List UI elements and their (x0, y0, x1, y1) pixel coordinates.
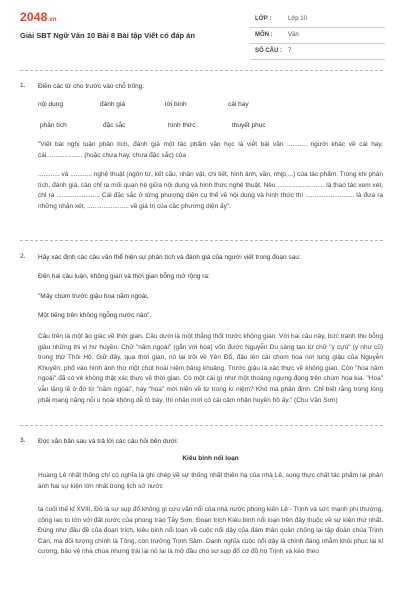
word-option: cái hay (228, 101, 249, 108)
question-3-prompt: Đọc văn bản sau và trả lời các câu hỏi bên dưới: (38, 438, 179, 445)
meta-row-subject (250, 28, 385, 44)
question-2-verse-1: "Mấy chùm trước giậu hoa năm ngoái, (38, 293, 149, 300)
passage-title: Kiêu binh nổi loạn (182, 455, 239, 462)
word-option: thuyết phục (232, 122, 266, 129)
word-option: nội dung (38, 101, 63, 108)
word-option: phân tích (40, 122, 67, 129)
question-divider (20, 240, 383, 241)
logo-text: 2048 (20, 10, 48, 24)
header-divider (20, 70, 383, 71)
meta-table (250, 12, 385, 60)
question-2-paragraph: Câu trên là một ảo giác về thời gian. Câu dưới là một thắng thốt trước không gian. Với hai câu này, bức tranh thu bỗng giàu những thi vị hư huyền. Chữ "năm ngoái" (gắn với hoa) vốn được Nguyễn Du sáng tạo từ chữ "y cựu" (y như cũ) trong thơ Thôi Hộ. Giữ đây, qua thời gian, nó lại trôi về Yên Đổ, đậu lên cái chùm hoa nơi lung giậu của Nguyễn Khuyến; phổ vào hình ảnh thơ một chút hoài niệm bâng khuâng. Trước giậu là xác thực về không gian. Còn "hoa năm ngoái" đã có vẻ không thật xác thực về thời gian. Có một cái gì như một thoáng ngưng đọng trên chùm hoa kia. "Hoa" vẫn lặng lẽ ở đó từ "năm ngoái", hay "hoa" mới hiện về từ trong kí niệm? Khó mà phân định. Chỉ biết rằng trong lòng phải mang nặng nỗi u hoài không dễ tỏ bày, thì nhãn mới có cái cảm nhận huyền hồ ấy." (Chu Văn Sơn) (38, 333, 383, 404)
meta-row-count (250, 44, 385, 60)
meta-row-class (250, 12, 385, 28)
logo-suffix: .vn (47, 17, 57, 23)
question-2-prompt: Hãy xác định các câu văn thể hiện sự phân tích và đánh giá của người viết trong đoạn sau: (38, 254, 301, 261)
question-3-paragraph-2: ta cuối thế kỉ XVIII. Đó là sự sụp đổ không gì cứu vãn nổi của nhà nước phong kiến Lê - Trịnh và sức mạnh phi thường, công lao to lớn với đất nước của phong trào Tây Sơn. Đoạn trích Kiêu binh nổi loạn trên đây thuộc về sự kiện thứ nhất. Đúng như đầu đề của đoạn trích, kiêu binh nổi loạn về cuộc nổi dậy của đám thân quân chống lại tập đoàn chúa Trịnh Cán, mà đối tượng chính là Tông, con trưởng Trịnh Sâm. Danh nghĩa cuộc nổi dậy là chính đáng nhằm khôi phục lại kỉ cương, bảo vệ nhà chúa nhưng trái lại nó lại là mở đầu cho sự sụp đổ cơ đồ họ Trịnh và kéo theo (38, 506, 383, 556)
question-1-prompt: Điền các từ cho trước vào chỗ trống: (38, 83, 145, 90)
question-1-paragraph-1: "Viết bài nghị luận phân tích, đánh giá một tác phẩm văn học là viết bài văn ........... người khác về cái hay, cái.................... (hoặc chưa hay, chưa đặc sắc) của (38, 141, 383, 159)
meta-value-subject: Văn (288, 32, 299, 38)
meta-value-class: Lớp 10 (288, 16, 307, 22)
document-title: Giải SBT Ngữ Văn 10 Bài 8 Bài tập Viết có đáp án (20, 31, 195, 40)
meta-label-subject: MÔN : (255, 32, 273, 38)
question-1-paragraph-2: ............ và ............ nghệ thuật (ngôn từ, kết cấu, nhân vật, chi tiết, hình ảnh, vần, nhịp,...) của tác phẩm. Trong khi phân tích, đánh giá, cần chỉ ra mối quan hệ giữa nội dung và hình thức nghệ thuật. Nêu .......................... là thao tác xem xét, chỉ ra ........................ Cái đặc sắc ở từng phương diện cụ thể về nội dung và hình thức thì ........................... là đưa ra những nhận xét, ....................... về giá trị của các phương diện ấy". (38, 171, 383, 210)
question-divider (20, 425, 383, 426)
meta-value-count: 7 (288, 48, 292, 54)
word-option: đánh giá (100, 101, 125, 108)
word-option: lời bình (165, 101, 187, 108)
question-1-number: 1. (20, 82, 26, 89)
question-2-intro: Đến hai câu luận, không gian và thời gian bỗng mở rộng ra: (38, 273, 210, 280)
question-2-verse-2: Một tiếng trên không ngỗng nước nào". (38, 312, 152, 319)
question-3-number: 3. (20, 437, 26, 444)
document-header (0, 0, 400, 70)
word-option: đặc sắc (103, 122, 126, 129)
question-3-paragraph-1: Hoàng Lê nhất thống chí có nghĩa là ghi chép về sự thống nhất thiên hạ của nhà Lê, song thực chất tác phẩm lại phản ánh hai sự kiện lớn nhất trong lịch sử nước (38, 472, 383, 490)
meta-label-count: SỐ CÂU : (255, 48, 282, 54)
word-option: hình thức (168, 122, 196, 129)
site-logo[interactable] (20, 10, 57, 24)
meta-label-class: LỚP : (255, 16, 272, 22)
question-2-number: 2. (20, 253, 26, 260)
